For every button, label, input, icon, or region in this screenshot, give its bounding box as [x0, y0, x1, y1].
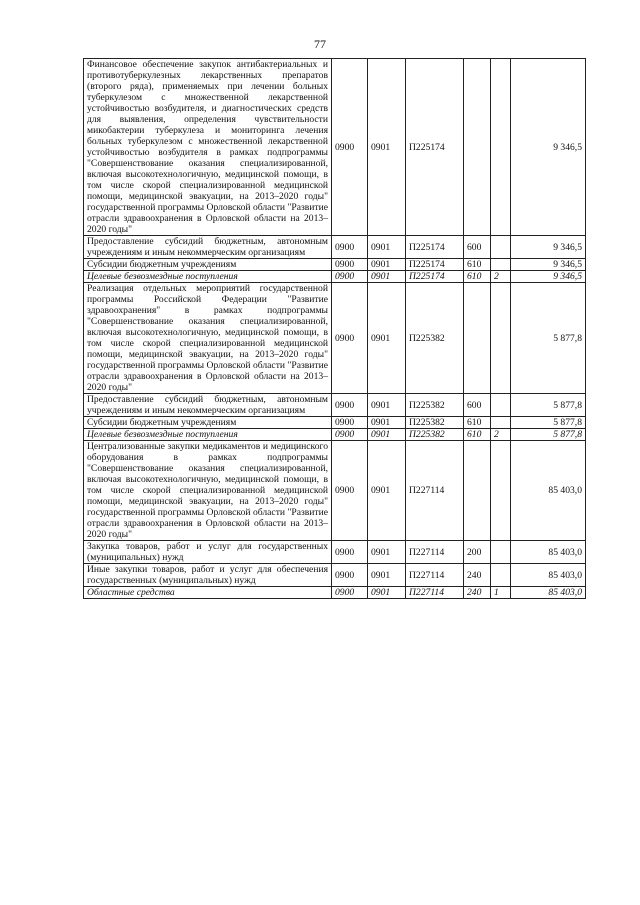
- row-name-cell: Областные средства: [84, 587, 332, 599]
- row-razdel-cell: 0901: [368, 236, 406, 259]
- row-fund-source-cell: [491, 283, 511, 394]
- row-expense-type-cell: 600: [464, 236, 491, 259]
- row-fund-source-cell: [491, 59, 511, 236]
- row-sum-cell: 85 403,0: [511, 564, 586, 587]
- row-sum-cell: 9 346,5: [511, 59, 586, 236]
- row-razdel-cell: 0901: [368, 541, 406, 564]
- row-fund-source-cell: 2: [491, 271, 511, 283]
- row-fund-source-cell: [491, 541, 511, 564]
- table-row: [84, 541, 586, 564]
- row-name-cell: Закупка товаров, работ и услуг для государственных (муниципальных) нужд: [84, 541, 332, 564]
- row-sum-cell: 9 346,5: [511, 271, 586, 283]
- row-target-article-cell: П225382: [406, 283, 464, 394]
- row-glav-cell: 0900: [332, 429, 368, 441]
- row-target-article-cell: П225174: [406, 259, 464, 271]
- row-glav-cell: 0900: [332, 541, 368, 564]
- row-fund-source-cell: 2: [491, 429, 511, 441]
- row-target-article-cell: П225174: [406, 271, 464, 283]
- row-razdel-cell: 0901: [368, 59, 406, 236]
- row-sum-cell: 5 877,8: [511, 429, 586, 441]
- row-target-article-cell: П227114: [406, 541, 464, 564]
- row-expense-type-cell: 610: [464, 271, 491, 283]
- row-razdel-cell: 0901: [368, 271, 406, 283]
- row-expense-type-cell: 600: [464, 394, 491, 417]
- row-name-cell: Предоставление субсидий бюджетным, автономным учреждениям и иным некоммерческим организациям: [84, 236, 332, 259]
- row-razdel-cell: 0901: [368, 417, 406, 429]
- row-expense-type-cell: [464, 283, 491, 394]
- row-razdel-cell: 0901: [368, 259, 406, 271]
- row-name-cell: Субсидии бюджетным учреждениям: [84, 417, 332, 429]
- row-glav-cell: 0900: [332, 283, 368, 394]
- row-sum-cell: 9 346,5: [511, 236, 586, 259]
- budget-table-body: [84, 59, 586, 599]
- row-fund-source-cell: [491, 394, 511, 417]
- row-glav-cell: 0900: [332, 236, 368, 259]
- row-fund-source-cell: [491, 236, 511, 259]
- row-fund-source-cell: [491, 564, 511, 587]
- row-fund-source-cell: [491, 417, 511, 429]
- row-name-cell: Предоставление субсидий бюджетным, автономным учреждениям и иным некоммерческим организациям: [84, 394, 332, 417]
- table-row: [84, 271, 586, 283]
- row-target-article-cell: П225174: [406, 236, 464, 259]
- row-target-article-cell: П227114: [406, 587, 464, 599]
- row-razdel-cell: 0901: [368, 441, 406, 541]
- table-row: [84, 441, 586, 541]
- table-row: [84, 236, 586, 259]
- row-sum-cell: 5 877,8: [511, 283, 586, 394]
- table-row: [84, 394, 586, 417]
- row-fund-source-cell: 1: [491, 587, 511, 599]
- row-sum-cell: 85 403,0: [511, 441, 586, 541]
- row-sum-cell: 5 877,8: [511, 417, 586, 429]
- row-expense-type-cell: 610: [464, 429, 491, 441]
- row-expense-type-cell: 240: [464, 587, 491, 599]
- row-target-article-cell: П225382: [406, 417, 464, 429]
- row-fund-source-cell: [491, 259, 511, 271]
- table-row: [84, 564, 586, 587]
- row-sum-cell: 5 877,8: [511, 394, 586, 417]
- row-name-cell: Иные закупки товаров, работ и услуг для обеспечения государственных (муниципальных) нужд: [84, 564, 332, 587]
- table-row: [84, 417, 586, 429]
- row-expense-type-cell: 200: [464, 541, 491, 564]
- row-razdel-cell: 0901: [368, 283, 406, 394]
- row-name-cell: Финансовое обеспечение закупок антибактериальных и противотуберкулезных лекарственных препаратов (второго ряда), применяемых при лечении больных туберкулезом с множественной лекарственной устойчивостью возбудителя, и диагностических средств для выявления, определения чувствительности микобактерии туберкулеза и мониторинга лечения больных туберкулезом с множественной лекарственной устойчивостью возбудителя в рамках подпрограммы "Совершенствование оказания специализированной, включая высокотехнологичную, медицинской помощи, в том числе скорой специализированной медицинской помощи, медицинской эвакуации, на 2013–2020 годы" государственной программы Орловской области "Развитие отрасли здравоохранения в Орловской области на 2013–2020 годы": [84, 59, 332, 236]
- table-row: [84, 429, 586, 441]
- row-expense-type-cell: 240: [464, 564, 491, 587]
- row-glav-cell: 0900: [332, 417, 368, 429]
- row-name-cell: Субсидии бюджетным учреждениям: [84, 259, 332, 271]
- row-glav-cell: 0900: [332, 587, 368, 599]
- row-target-article-cell: П227114: [406, 564, 464, 587]
- row-expense-type-cell: 610: [464, 417, 491, 429]
- row-sum-cell: 85 403,0: [511, 541, 586, 564]
- row-glav-cell: 0900: [332, 259, 368, 271]
- table-row: [84, 259, 586, 271]
- row-target-article-cell: П225382: [406, 394, 464, 417]
- row-name-cell: Централизованные закупки медикаментов и медицинского оборудования в рамках подпрограммы "Совершенствование оказания специализированной, включая высокотехнологичную, медицинской помощи, в том числе скорой специализированной медицинской помощи, медицинской эвакуации, на 2013–2020 годы" государственной программы Орловской области "Развитие отрасли здравоохранения в Орловской области на 2013–2020 годы": [84, 441, 332, 541]
- row-sum-cell: 9 346,5: [511, 259, 586, 271]
- row-razdel-cell: 0901: [368, 587, 406, 599]
- row-glav-cell: 0900: [332, 441, 368, 541]
- row-expense-type-cell: [464, 59, 491, 236]
- row-glav-cell: 0900: [332, 394, 368, 417]
- row-name-cell: Целевые безвозмездные поступления: [84, 271, 332, 283]
- row-target-article-cell: П225174: [406, 59, 464, 236]
- row-name-cell: Целевые безвозмездные поступления: [84, 429, 332, 441]
- row-expense-type-cell: 610: [464, 259, 491, 271]
- table-row: [84, 283, 586, 394]
- row-glav-cell: 0900: [332, 564, 368, 587]
- row-target-article-cell: П225382: [406, 429, 464, 441]
- row-target-article-cell: П227114: [406, 441, 464, 541]
- row-razdel-cell: 0901: [368, 429, 406, 441]
- budget-table: [83, 58, 586, 599]
- row-name-cell: Реализация отдельных мероприятий государственной программы Российской Федерации "Развитие здравоохранения" в рамках подпрограммы "Совершенствование оказания специализированной, включая высокотехнологичную, медицинской помощи, в том числе скорой специализированной медицинской помощи, медицинской эвакуации, на 2013–2020 годы" государственной программы Орловской области "Развитие отрасли здравоохранения в Орловской области на 2013–2020 годы": [84, 283, 332, 394]
- table-row: [84, 587, 586, 599]
- page-number: 77: [314, 37, 326, 51]
- row-razdel-cell: 0901: [368, 394, 406, 417]
- row-expense-type-cell: [464, 441, 491, 541]
- row-glav-cell: 0900: [332, 271, 368, 283]
- row-glav-cell: 0900: [332, 59, 368, 236]
- row-razdel-cell: 0901: [368, 564, 406, 587]
- row-fund-source-cell: [491, 441, 511, 541]
- table-row: [84, 59, 586, 236]
- row-sum-cell: 85 403,0: [511, 587, 586, 599]
